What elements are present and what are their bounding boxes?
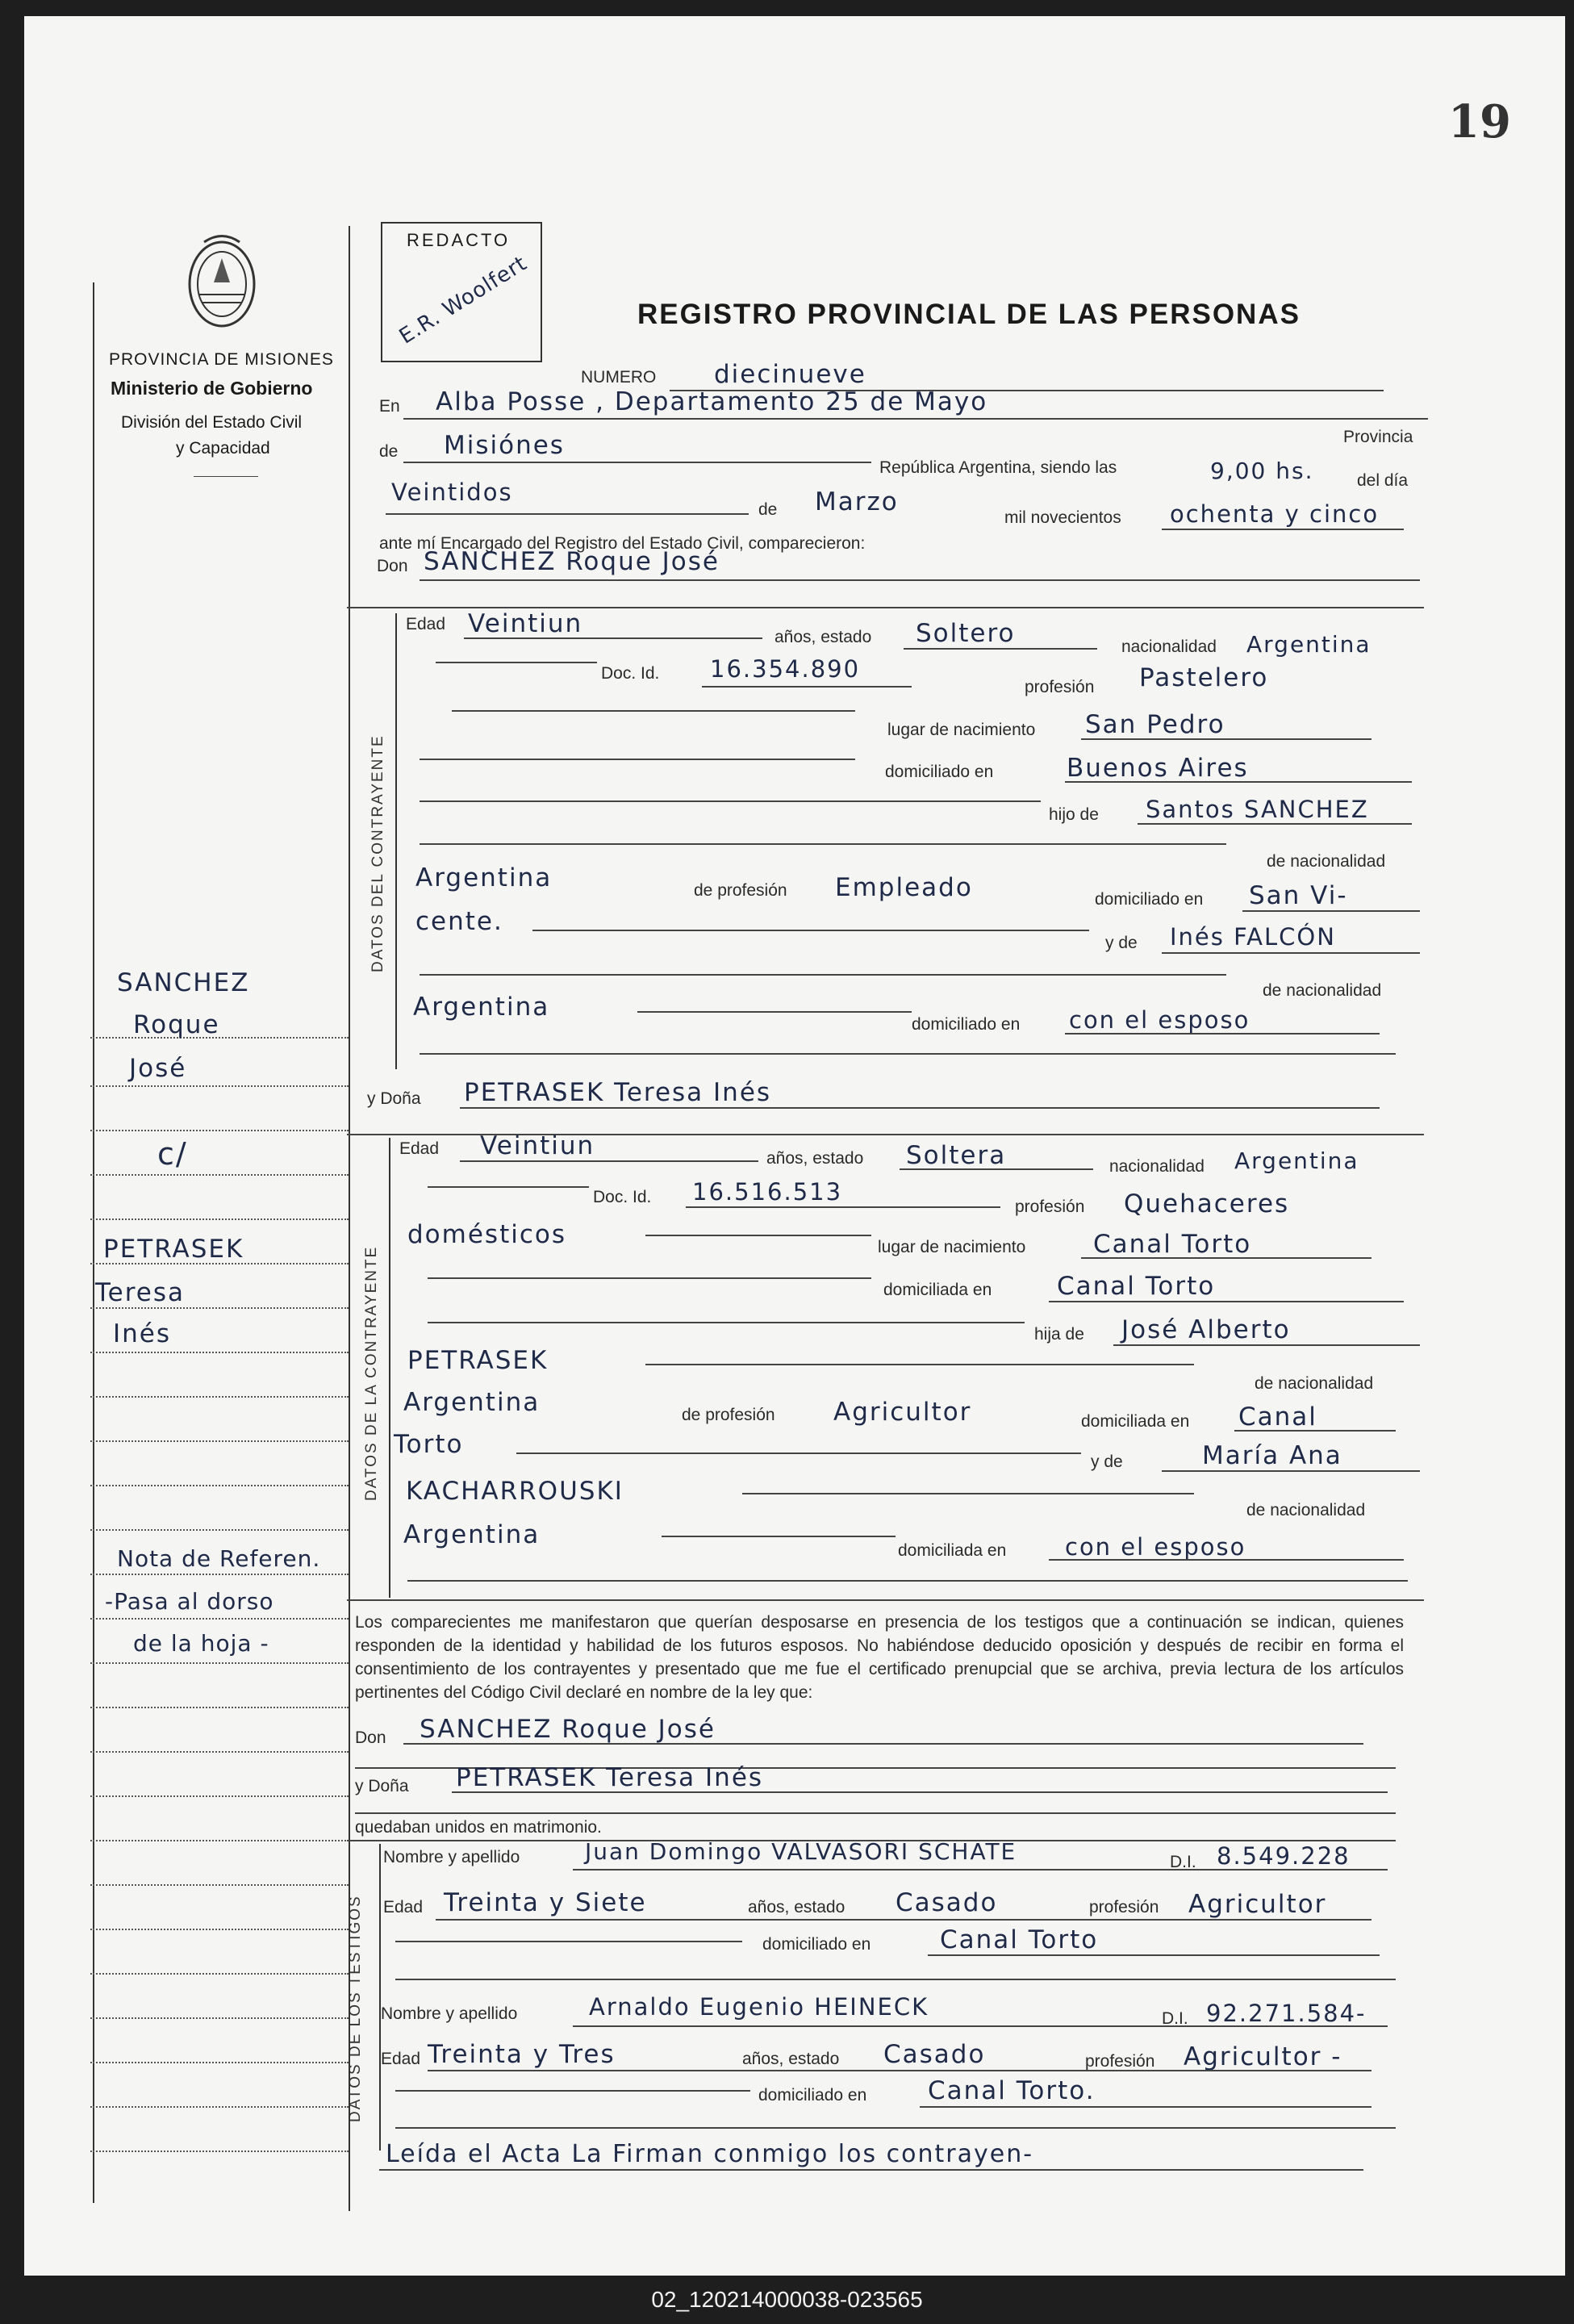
c-madre-dom-label: domiciliado en <box>912 1015 1021 1034</box>
c-domicilio: Buenos Aires <box>1067 754 1249 783</box>
division-line2: y Capacidad <box>176 439 270 458</box>
don-label: Don <box>377 557 408 575</box>
t1-anios-label: años, estado <box>748 1898 845 1916</box>
contrayente-bracket <box>395 613 397 1069</box>
province-name: PROVINCIA DE MISIONES <box>109 350 334 369</box>
margin-note-con: c/ <box>157 1136 188 1172</box>
hora-value: 9,00 hs. <box>1210 458 1314 484</box>
t2-nombre-label: Nombre y apellido <box>381 2004 518 2023</box>
t2-di: 92.271.584- <box>1206 2000 1367 2027</box>
de-label: de <box>379 442 399 461</box>
f-estado: Soltera <box>906 1141 1007 1170</box>
decl-don-label: Don <box>355 1728 386 1747</box>
c-nacimiento: San Pedro <box>1085 710 1225 739</box>
division-line1: División del Estado Civil <box>121 413 303 432</box>
dona-label: y Doña <box>367 1089 421 1108</box>
c-madre-dom: con el esposo <box>1069 1006 1250 1034</box>
f-padre-dom2: Torto <box>394 1430 464 1459</box>
del-dia-label: del día <box>1357 471 1409 490</box>
c-nac-label: nacionalidad <box>1121 637 1217 656</box>
c-nacionalidad: Argentina <box>1246 631 1372 658</box>
provincial-seal-icon <box>182 226 262 339</box>
provincia-label: Provincia <box>1343 428 1413 446</box>
contrayenta-bracket <box>389 1138 390 1598</box>
f-hija-label: hija de <box>1034 1325 1084 1344</box>
c-padre: Santos SANCHEZ <box>1146 796 1369 823</box>
margin-note-name4: Inés <box>113 1319 172 1348</box>
contrayente-side-label: DATOS DEL CONTRAYENTE <box>369 734 386 972</box>
closing-line: Leída el Acta La Firman conmigo los contrayen- <box>386 2140 1034 2168</box>
c-padre-dom2: cente. <box>415 907 503 936</box>
t1-di: 8.549.228 <box>1217 1842 1351 1870</box>
left-border <box>93 282 94 2203</box>
c-padre-prof: Empleado <box>835 873 973 902</box>
c-doc: 16.354.890 <box>710 655 861 683</box>
t2-di-label: D.I. <box>1162 2009 1188 2028</box>
mil-label: mil novecientos <box>1004 508 1121 527</box>
f-doc: 16.516.513 <box>692 1178 843 1206</box>
t2-dom-label: domiciliado en <box>758 2086 867 2105</box>
redacto-label: REDACTO <box>407 230 511 250</box>
c-hijo-label: hijo de <box>1049 805 1099 824</box>
dona-value: PETRASEK Teresa Inés <box>464 1078 772 1107</box>
f-y-de-label: y de <box>1091 1452 1123 1471</box>
redacto-box <box>381 222 542 362</box>
margin-note-surname: SANCHEZ <box>117 968 250 997</box>
dia-value: Veintidos <box>391 479 513 506</box>
t1-edad-label: Edad <box>383 1898 424 1916</box>
t2-anios-label: años, estado <box>742 2050 840 2068</box>
c-estado: Soltero <box>916 619 1016 648</box>
c-padre-nac: Argentina <box>415 863 553 892</box>
unidos-text: quedaban unidos en matrimonio. <box>355 1818 602 1837</box>
testigos-side-label: DATOS DE LOS TESTIGOS <box>347 1895 364 2122</box>
numero-value: diecinueve <box>714 360 866 389</box>
c-de-nac-label2: de nacionalidad <box>1263 981 1382 1000</box>
mes-value: Marzo <box>815 487 899 516</box>
f-padre2: PETRASEK <box>407 1346 549 1375</box>
c-doc-label: Doc. Id. <box>601 664 660 683</box>
f-prof-label: profesión <box>1015 1198 1085 1216</box>
f-dom-label: domiciliada en <box>883 1281 992 1299</box>
image-id-footer: 02_120214000038-023565 <box>0 2276 1574 2324</box>
f-padre-dom1: Canal <box>1238 1402 1317 1432</box>
ref-note-line3: de la hoja - <box>133 1630 269 1657</box>
t2-profesion: Agricultor - <box>1184 2042 1342 2071</box>
t1-di-label: D.I. <box>1170 1853 1196 1871</box>
c-de-nac-label: de nacionalidad <box>1267 852 1386 871</box>
lugar-value: Alba Posse , Departamento 25 de Mayo <box>436 387 988 416</box>
f-de-prof-label: de profesión <box>682 1406 775 1424</box>
t2-estado: Casado <box>883 2040 986 2069</box>
t1-dom-label: domiciliado en <box>762 1935 871 1954</box>
document-title: REGISTRO PROVINCIAL DE LAS PERSONAS <box>637 299 1301 330</box>
c-profesion: Pastelero <box>1139 663 1269 692</box>
f-madre-dom: con el esposo <box>1065 1533 1246 1561</box>
t1-estado: Casado <box>896 1888 998 1917</box>
f-edad-label: Edad <box>399 1139 440 1158</box>
declaracion-text: Los comparecientes me manifestaron que querían desposarse en presencia de los testigos que a continuación se indican, quienes responden de la identidad y habilidad de los futuros esposos. No habiéndose deducido oposición y después de recibir en forma el consentimiento de los contrayentes y presentado que me fue el certificado prenupcial que se archiva, previa lectura de los artículos pertinentes del Código Civil declaré en nombre de la ley que: <box>355 1613 1404 1702</box>
f-madre-dom-label: domiciliada en <box>898 1541 1007 1560</box>
t2-edad-label: Edad <box>381 2050 421 2068</box>
margin-note-name2: José <box>129 1054 187 1083</box>
c-edad-label: Edad <box>406 615 446 633</box>
provincia-value: Misiónes <box>444 431 565 460</box>
margin-note-surname2: PETRASEK <box>103 1235 244 1264</box>
f-profesion1: Quehaceres <box>1124 1189 1290 1218</box>
anio-value: ochenta y cinco <box>1170 500 1380 528</box>
contrayenta-side-label: DATOS DE LA CONTRAYENTE <box>363 1245 380 1501</box>
numero-label: NUMERO <box>581 368 657 387</box>
f-de-nac-label2: de nacionalidad <box>1246 1501 1366 1519</box>
c-padre-dom1: San Vi- <box>1249 881 1348 910</box>
en-label: En <box>379 397 400 416</box>
c-dom-label: domiciliado en <box>885 763 994 781</box>
testigos-bracket <box>379 1844 381 2151</box>
c-nac-lugar-label: lugar de nacimiento <box>887 721 1036 739</box>
t2-domicilio: Canal Torto. <box>928 2076 1096 2105</box>
ministry-name: Ministerio de Gobierno <box>111 378 313 399</box>
ref-note-line2: -Pasa al dorso <box>105 1588 274 1615</box>
f-nac-label: nacionalidad <box>1109 1157 1205 1176</box>
decl-don: SANCHEZ Roque José <box>420 1715 716 1744</box>
f-madre1: María Ana <box>1202 1441 1342 1470</box>
f-de-nac-label: de nacionalidad <box>1255 1374 1374 1393</box>
decl-dona-label: y Doña <box>355 1777 409 1795</box>
t1-nombre-label: Nombre y apellido <box>383 1848 520 1866</box>
t1-domicilio: Canal Torto <box>940 1925 1099 1954</box>
c-prof-label: profesión <box>1025 678 1095 696</box>
f-padre-dom-label: domiciliada en <box>1081 1412 1190 1431</box>
f-doc-label: Doc. Id. <box>593 1188 652 1206</box>
t1-edad: Treinta y Siete <box>444 1888 647 1917</box>
f-profesion2: domésticos <box>407 1220 566 1249</box>
t1-nombre: Juan Domingo VALVASORI SCHATE <box>585 1838 1017 1865</box>
t1-profesion: Agricultor <box>1188 1890 1327 1919</box>
ref-note-line1: Nota de Referen. <box>117 1545 321 1572</box>
c-de-prof-label: de profesión <box>694 881 787 900</box>
c-madre: Inés FALCÓN <box>1170 923 1336 951</box>
t2-nombre: Arnaldo Eugenio HEINECK <box>589 1993 929 2021</box>
republica-label: República Argentina, siendo las <box>879 458 1117 477</box>
t2-edad: Treinta y Tres <box>428 2040 616 2069</box>
margin-note-name3: Teresa <box>95 1278 186 1307</box>
c-anios-label: años, estado <box>774 628 872 646</box>
f-anios-label: años, estado <box>766 1149 864 1168</box>
redacto-signature: E.R. Woolfert <box>395 251 532 349</box>
t1-prof-label: profesión <box>1089 1898 1159 1916</box>
f-madre-nac: Argentina <box>403 1520 541 1549</box>
f-padre-prof: Agricultor <box>833 1398 972 1427</box>
f-madre2: KACHARROUSKI <box>406 1477 624 1506</box>
f-domicilio: Canal Torto <box>1057 1272 1216 1301</box>
f-padre1: José Alberto <box>1121 1315 1291 1344</box>
c-padre-dom-label: domiciliado en <box>1095 890 1204 909</box>
f-nacimiento: Canal Torto <box>1093 1230 1252 1259</box>
don-value: SANCHEZ Roque José <box>424 547 720 576</box>
f-nac-lugar-label: lugar de nacimiento <box>878 1238 1026 1256</box>
de-mes-label: de <box>758 500 778 519</box>
c-y-de-label: y de <box>1105 934 1138 952</box>
f-padre-nac: Argentina <box>403 1388 541 1417</box>
margin-note-name1: Roque <box>133 1010 220 1039</box>
decl-dona: PETRASEK Teresa Inés <box>456 1763 764 1792</box>
f-nacionalidad: Argentina <box>1234 1147 1359 1174</box>
c-edad: Veintiun <box>468 609 583 638</box>
c-madre-nac: Argentina <box>413 993 550 1022</box>
ante-label: ante mí Encargado del Registro del Estado Civil, comparecieron: <box>379 534 866 553</box>
f-edad: Veintiun <box>480 1131 595 1160</box>
t2-prof-label: profesión <box>1085 2052 1155 2071</box>
page-number: 19 <box>1448 95 1511 148</box>
